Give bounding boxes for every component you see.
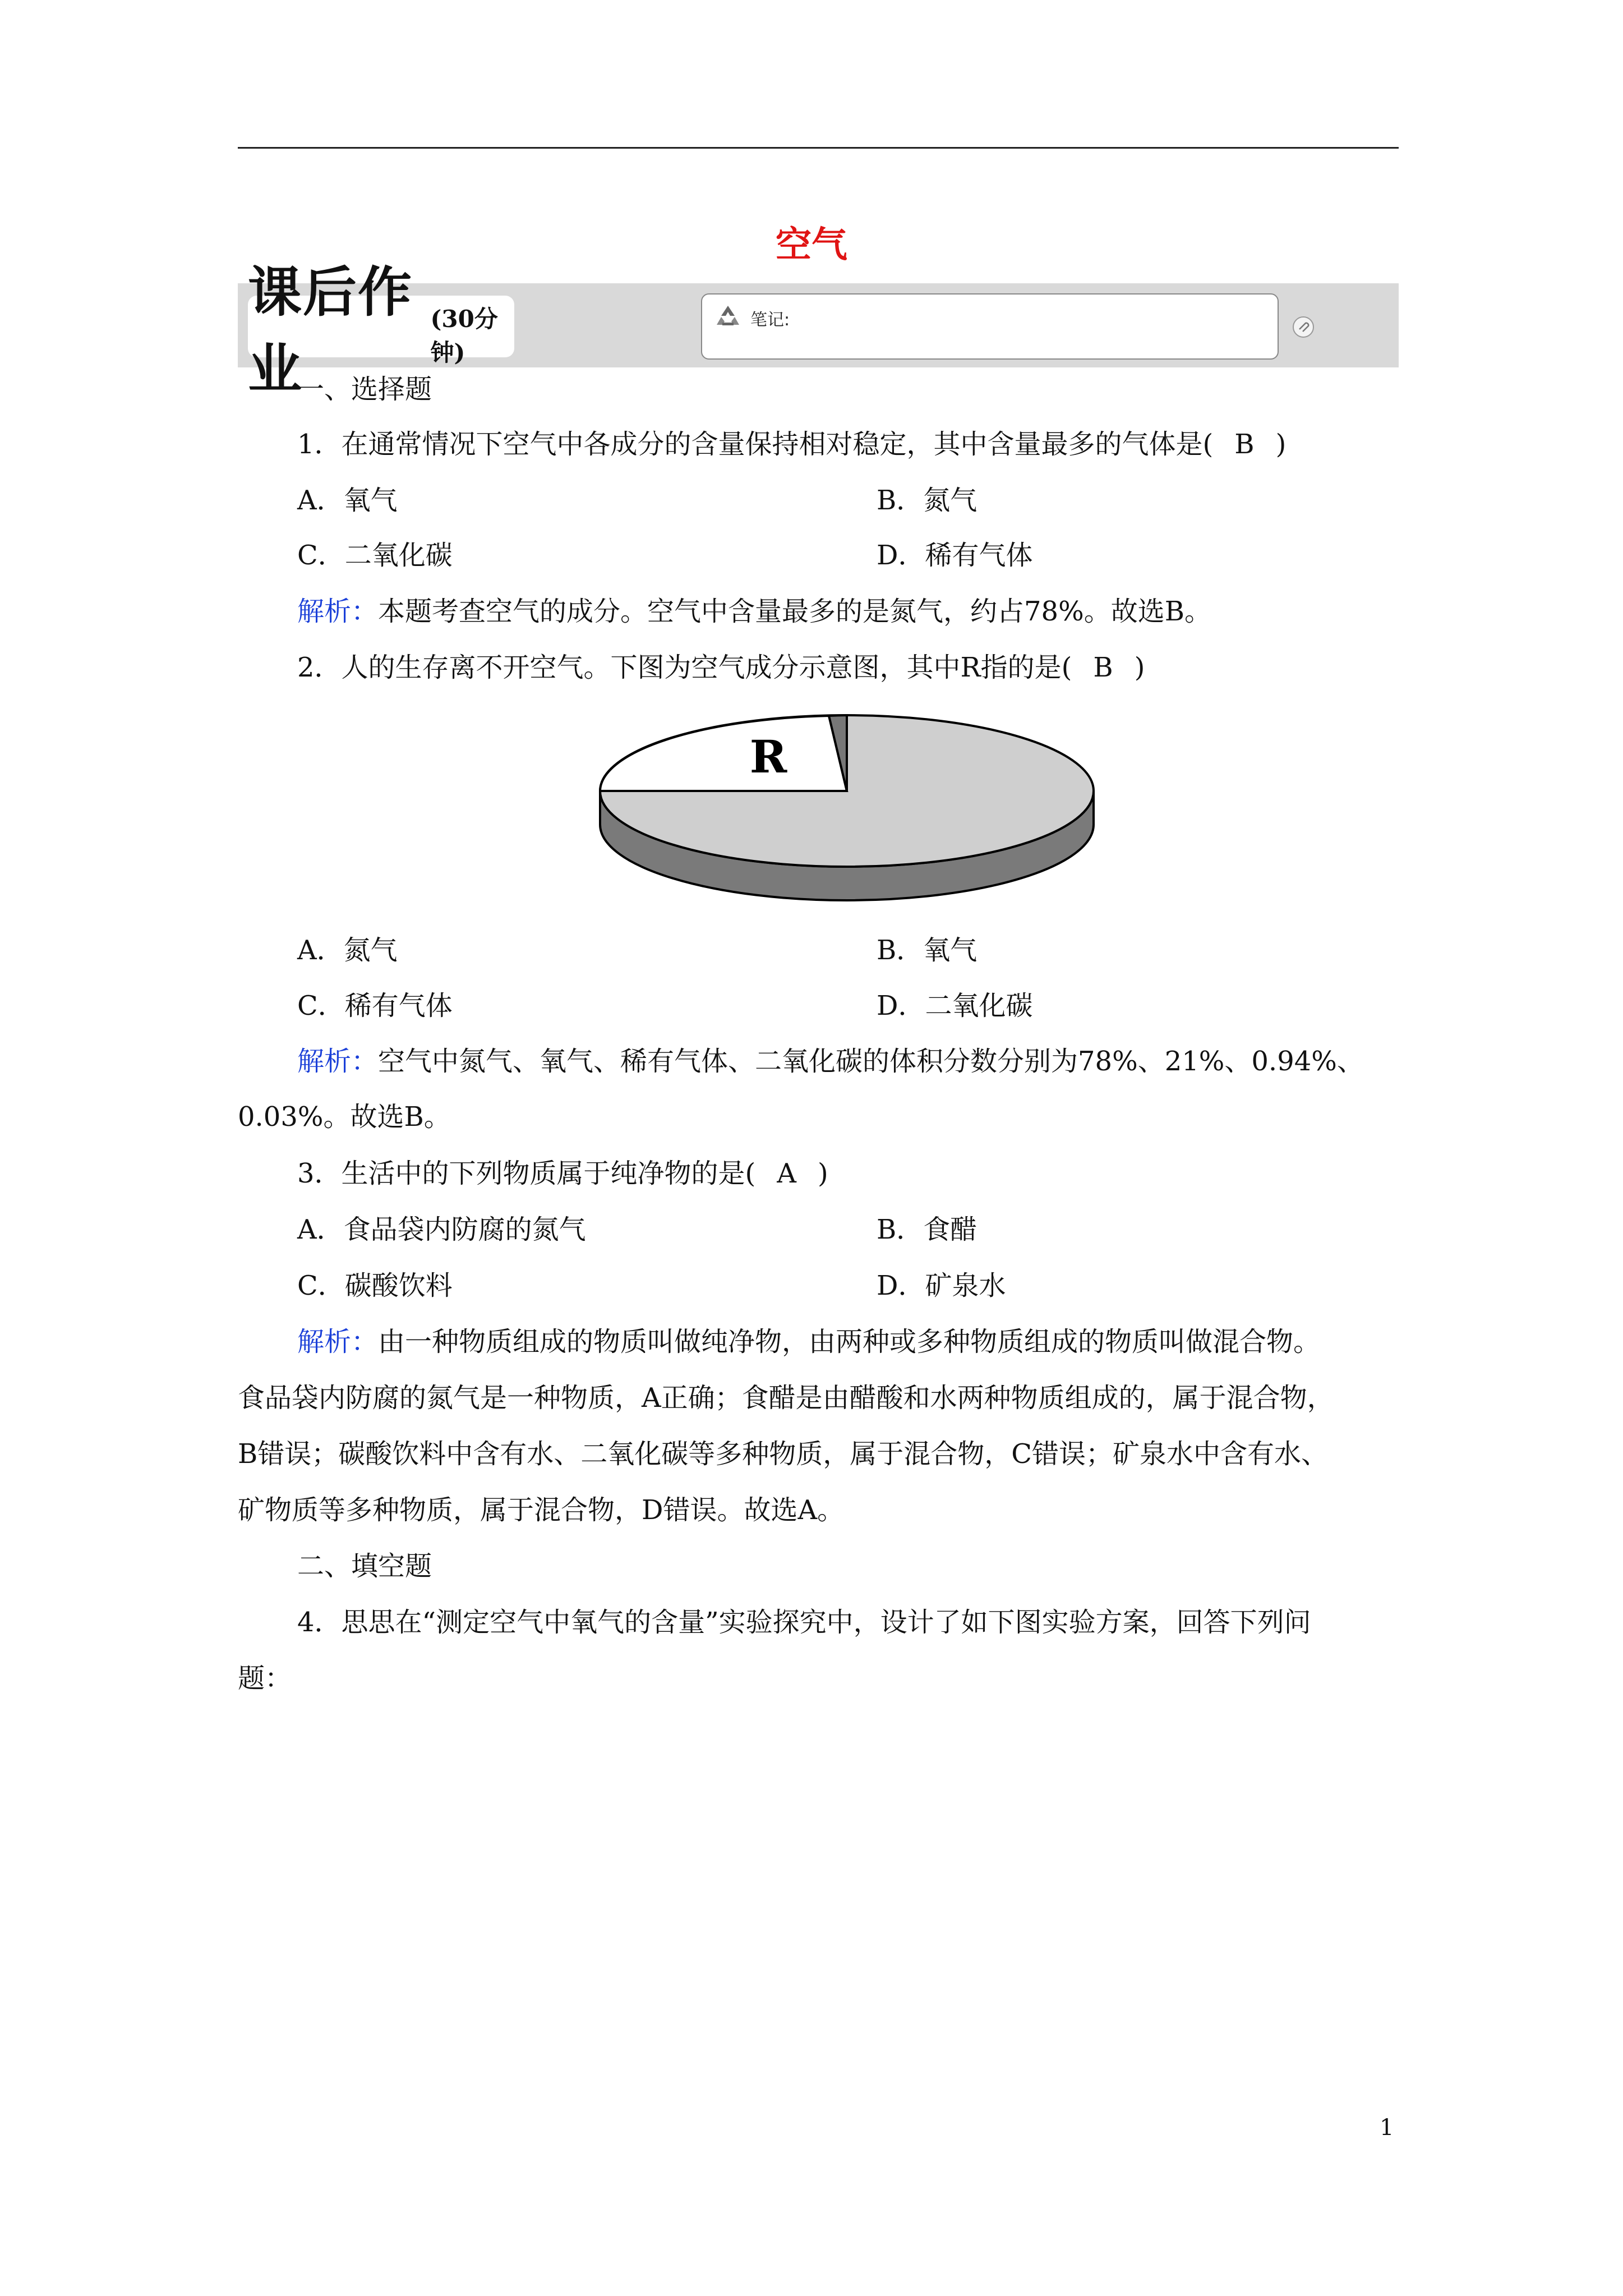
explanation-label: 解析： xyxy=(297,1046,379,1077)
question-2-explanation xyxy=(297,1045,1364,1078)
question-3-stem xyxy=(297,1157,828,1190)
air-composition-pie xyxy=(594,710,1099,906)
question-3-close: ) xyxy=(817,1158,828,1189)
question-1-option-c: C．二氧化碳 xyxy=(297,540,453,571)
paperclip-icon xyxy=(1291,315,1316,339)
banner-main-text: 课后作业 xyxy=(248,261,413,401)
question-3-option-a: A．食品袋内防腐的氮气 xyxy=(297,1214,586,1245)
question-1-close: ) xyxy=(1275,429,1287,460)
recycle-icon xyxy=(714,305,741,327)
question-2-option-c: C．稀有气体 xyxy=(297,990,453,1022)
question-3-option-b: B．食醋 xyxy=(877,1214,978,1245)
section-heading-fill: 二、填空题 xyxy=(297,1550,432,1582)
question-3-explanation-line-4: 矿物质等多种物质，属于混合物，D错误。故选A。 xyxy=(238,1494,845,1526)
question-3-explanation-line-3: B错误；碳酸饮料中含有水、二氧化碳等多种物质，属于混合物，C错误；矿泉水中含有水、 xyxy=(238,1438,1329,1470)
question-3-explanation xyxy=(297,1325,1320,1359)
question-3-text: 3．生活中的下列物质属于纯净物的是( xyxy=(297,1158,756,1189)
section-heading-choice: 一、选择题 xyxy=(297,374,432,405)
explanation-label: 解析： xyxy=(297,1326,379,1358)
question-1-option-b: B．氮气 xyxy=(877,485,978,516)
question-3-option-d: D．矿泉水 xyxy=(877,1270,1006,1301)
notes-field[interactable] xyxy=(701,293,1279,360)
explanation-text: 空气中氮气、氧气、稀有气体、二氧化碳的体积分数分别为78%、21%、0.94%、 xyxy=(378,1046,1364,1077)
question-2-option-d: D．二氧化碳 xyxy=(877,990,1033,1022)
question-4-stem: 4．思思在“测定空气中氧气的含量”实验探究中，设计了如下图实验方案，回答下列问 xyxy=(297,1607,1311,1638)
pie-slice-r xyxy=(600,716,847,791)
question-2-option-b: B．氧气 xyxy=(877,935,978,966)
pie-label-r: R xyxy=(749,730,787,783)
question-3-answer: A xyxy=(777,1158,796,1189)
explanation-text: 由一种物质组成的物质叫做纯净物，由两种或多种物质组成的物质叫做混合物。 xyxy=(378,1326,1321,1358)
question-1-explanation xyxy=(297,595,1211,628)
question-1-option-a: A．氧气 xyxy=(297,485,398,516)
question-2-option-a: A．氮气 xyxy=(297,935,398,966)
question-2-close: ) xyxy=(1134,652,1145,683)
question-2-explanation-cont: 0.03%。故选B。 xyxy=(238,1101,451,1133)
page-title: 空气 xyxy=(776,224,847,266)
question-1-option-d: D．稀有气体 xyxy=(877,540,1033,571)
question-3-explanation-line-2: 食品袋内防腐的氮气是一种物质，A正确；食醋是由醋酸和水两种物质组成的，属于混合物， xyxy=(238,1382,1334,1414)
question-2-stem xyxy=(297,651,1145,684)
header-rule xyxy=(238,147,1399,149)
question-1-stem xyxy=(297,427,1286,461)
question-2-text: 2．人的生存离不开空气。下图为空气成分示意图，其中R指的是( xyxy=(297,652,1072,683)
notes-label: 笔记: xyxy=(750,310,790,330)
explanation-label: 解析： xyxy=(297,596,379,627)
question-4-stem-cont: 题： xyxy=(238,1663,292,1694)
question-2-answer: B xyxy=(1093,652,1113,683)
explanation-text: 本题考查空气的成分。空气中含量最多的是氮气，约占78%。故选B。 xyxy=(378,596,1211,627)
question-3-option-c: C．碳酸饮料 xyxy=(297,1270,453,1301)
page-number: 1 xyxy=(1380,2115,1394,2141)
question-1-answer: B xyxy=(1234,429,1255,460)
banner-sub-text: (30分钟) xyxy=(430,305,498,366)
question-1-text: 1．在通常情况下空气中各成分的含量保持相对稳定，其中含量最多的气体是( xyxy=(297,429,1214,460)
